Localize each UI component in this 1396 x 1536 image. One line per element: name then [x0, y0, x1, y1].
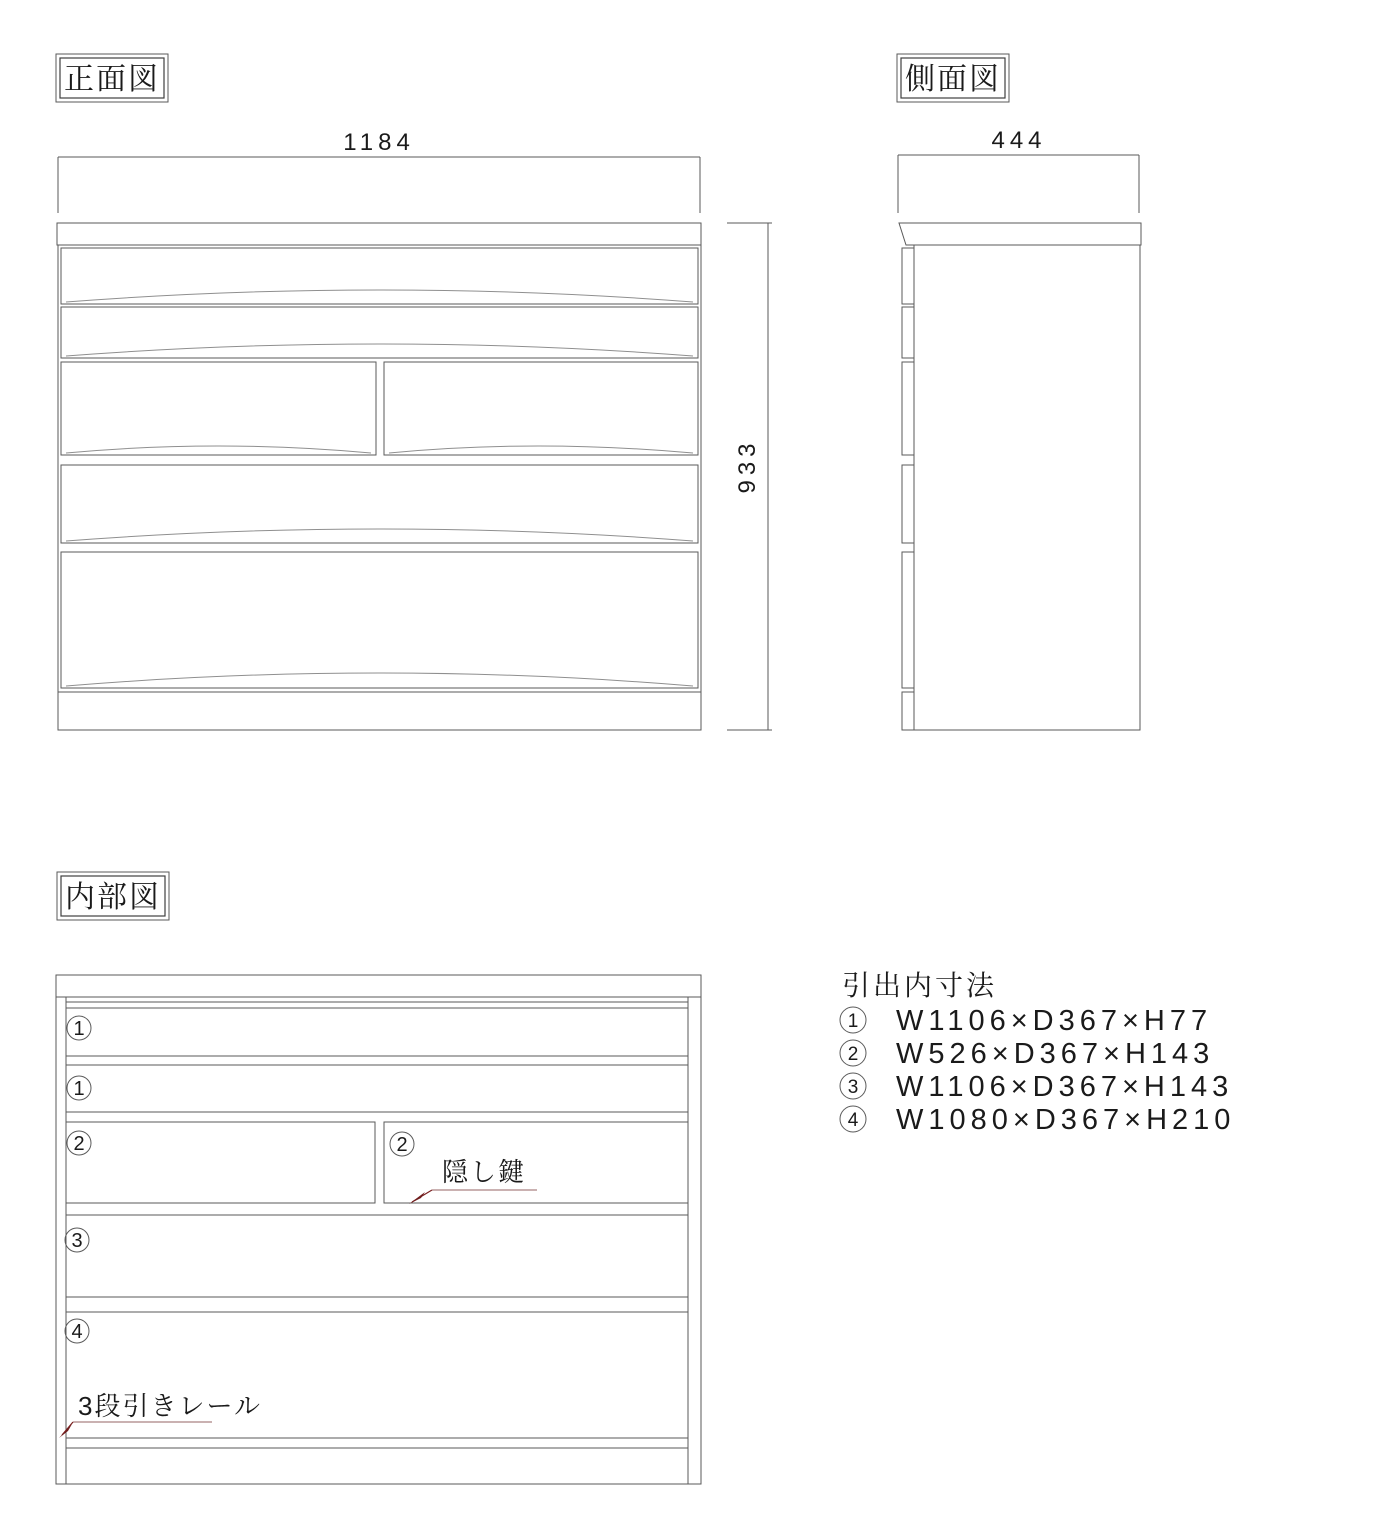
side-drawer-front-4	[902, 465, 914, 543]
front-height-value: 933	[734, 438, 761, 494]
side-base-front	[902, 692, 914, 730]
svg-text:4: 4	[71, 1321, 83, 1343]
svg-text:1: 1	[847, 1011, 859, 1032]
front-drawer-3-left	[61, 362, 376, 455]
front-cabinet	[57, 223, 701, 730]
spec-item-2-text: W526×D367×H143	[896, 1038, 1215, 1070]
side-drawer-front-1	[902, 248, 914, 304]
front-height-dimension	[727, 223, 772, 730]
internal-view-title-box	[57, 872, 169, 920]
spec-item-4-text: W1080×D367×H210	[896, 1104, 1236, 1136]
spec-item-4	[840, 1104, 1235, 1136]
svg-text:1: 1	[73, 1018, 85, 1040]
spec-item-1	[840, 1005, 1212, 1037]
internal-drawer-3-left	[66, 1122, 375, 1203]
front-width-dimension	[58, 129, 700, 213]
internal-drawer-2	[66, 1065, 688, 1112]
slide-rail-annotation	[59, 1391, 262, 1438]
side-drawer-front-2	[902, 307, 914, 358]
side-drawer-front-5	[902, 552, 914, 688]
internal-drawer-4	[66, 1215, 688, 1297]
front-view	[56, 54, 772, 730]
svg-text:3: 3	[847, 1077, 859, 1098]
side-body-outline	[914, 245, 1140, 730]
svg-text:1: 1	[73, 1078, 85, 1100]
internal-drawer-1	[66, 1008, 688, 1056]
side-cabinet	[899, 223, 1141, 730]
spec-item-2	[840, 1038, 1214, 1070]
svg-text:3: 3	[71, 1230, 83, 1252]
spec-list	[840, 970, 1235, 1136]
internal-top-board	[56, 975, 701, 997]
drawer-label-2a	[67, 1131, 91, 1155]
hidden-lock-label: 隠し鍵	[442, 1157, 527, 1187]
spec-list-title: 引出内寸法	[842, 970, 998, 1001]
side-view-title: 側面図	[905, 63, 1001, 96]
svg-text:2: 2	[73, 1133, 85, 1155]
svg-text:2: 2	[396, 1134, 408, 1156]
spec-item-1-text: W1106×D367×H77	[896, 1005, 1213, 1037]
hidden-lock-arrow	[409, 1192, 425, 1204]
internal-view	[56, 872, 701, 1484]
front-view-title: 正面図	[64, 63, 160, 96]
drawer-label-2b	[390, 1132, 414, 1156]
side-depth-dimension	[898, 127, 1139, 213]
side-top-board	[899, 223, 1141, 245]
front-top-board	[57, 223, 701, 245]
drawer-label-4	[65, 1319, 89, 1343]
svg-text:2: 2	[847, 1044, 859, 1065]
front-body-outline	[58, 245, 701, 730]
side-depth-value: 444	[991, 127, 1047, 154]
side-view	[897, 54, 1141, 730]
front-drawer-3-right	[384, 362, 698, 455]
drawer-label-3	[65, 1228, 89, 1252]
front-view-title-box	[56, 54, 168, 102]
front-width-value: 1184	[343, 129, 415, 156]
side-view-title-box	[897, 54, 1009, 102]
drawer-label-1a	[67, 1016, 91, 1040]
spec-item-3	[840, 1071, 1233, 1103]
slide-rail-label: 3段引きレール	[78, 1391, 262, 1421]
spec-item-3-text: W1106×D367×H143	[896, 1071, 1234, 1103]
front-drawer-4	[61, 465, 698, 543]
front-drawer-5	[61, 552, 698, 688]
svg-text:4: 4	[847, 1110, 859, 1131]
hidden-lock-annotation	[409, 1157, 537, 1204]
drawer-label-1b	[67, 1076, 91, 1100]
internal-view-title: 内部図	[65, 881, 161, 914]
side-drawer-front-3	[902, 362, 914, 455]
